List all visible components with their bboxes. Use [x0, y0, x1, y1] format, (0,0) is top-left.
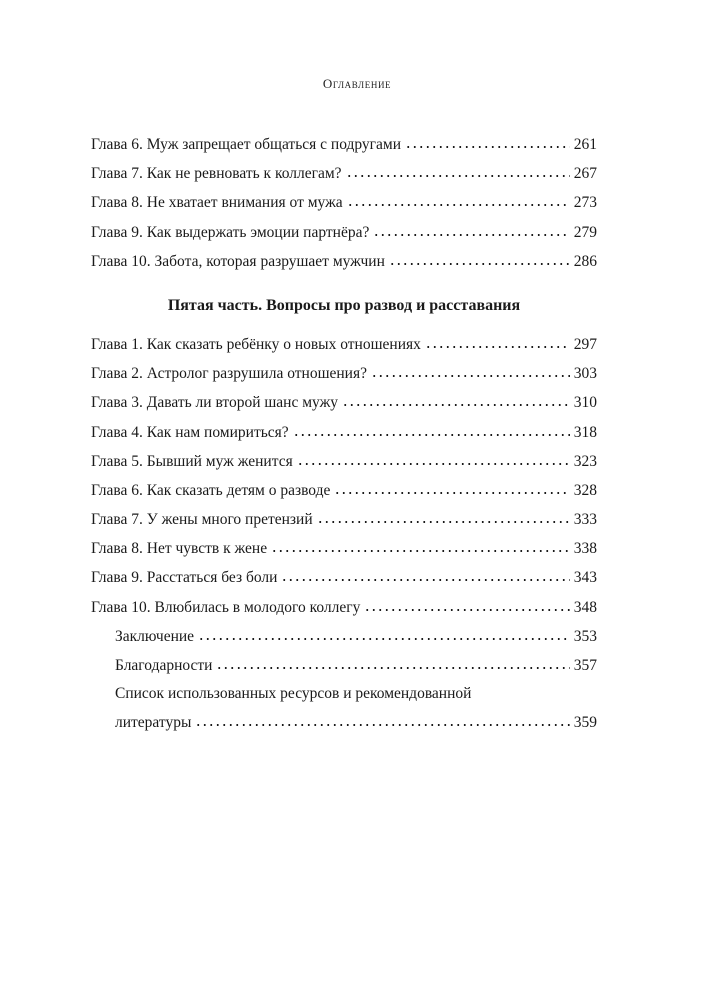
toc-entry-title: Заключение — [115, 627, 195, 645]
toc-entry-conclusion[interactable] — [91, 622, 597, 651]
toc-entry[interactable] — [91, 418, 597, 447]
toc-entry[interactable] — [91, 534, 597, 563]
toc-entry-page: 279 — [573, 223, 597, 241]
toc-entry-page: 348 — [573, 598, 597, 616]
toc-entry[interactable] — [91, 593, 597, 622]
toc-entry-page: 333 — [573, 511, 597, 529]
toc-entry-title: Глава 10. Влюбилась в молодого коллегу — [91, 598, 361, 616]
toc-entry-page: 303 — [573, 365, 597, 383]
toc-entry[interactable] — [91, 188, 597, 217]
toc-entry-title: Глава 8. Нет чувств к жене — [91, 540, 268, 558]
toc-entry-title: Глава 6. Муж запрещает общаться с подругами — [91, 136, 402, 153]
toc-entry[interactable] — [91, 247, 597, 276]
toc-entry-title: Глава 1. Как сказать ребёнку о новых отношениях — [91, 335, 421, 353]
running-title: Оглавление — [322, 76, 392, 91]
dot-leader — [371, 375, 570, 377]
dot-leader — [216, 667, 569, 669]
dot-leader — [373, 234, 569, 236]
toc-entry-title: Глава 7. Как не ревновать к коллегам? — [91, 165, 342, 183]
toc-entry-page: 310 — [573, 394, 597, 412]
toc-entry[interactable] — [91, 218, 597, 247]
toc-entry-title: Глава 8. Не хватает внимания от мужа — [91, 194, 343, 212]
toc-entry[interactable] — [91, 505, 597, 534]
part-heading: Пятая часть. Вопросы про развод и расставания — [167, 296, 521, 314]
toc-entry-title: Благодарности — [115, 657, 213, 674]
toc-entry[interactable] — [91, 130, 597, 159]
toc-entry-title: Глава 3. Давать ли второй шанс мужу — [91, 394, 339, 412]
toc-entry-page: 343 — [573, 569, 597, 587]
toc-group-part5-chapters — [91, 330, 597, 737]
dot-leader — [405, 146, 570, 148]
toc-entry-title: Глава 9. Расстаться без боли — [91, 569, 278, 587]
dot-leader — [347, 204, 570, 206]
toc-entry-page: 286 — [573, 252, 597, 270]
dot-leader — [198, 638, 570, 640]
dot-leader — [389, 263, 570, 265]
toc-entry-page: 261 — [573, 136, 597, 153]
toc-entry[interactable] — [91, 330, 597, 359]
dot-leader — [334, 492, 569, 494]
toc-entry-page: 323 — [573, 452, 597, 470]
toc-entry-references[interactable] — [91, 680, 597, 737]
dot-leader — [317, 521, 570, 523]
toc-entry[interactable] — [91, 388, 597, 417]
toc-entry-acknowledgements[interactable] — [91, 651, 597, 680]
toc-entry-title: Глава 7. У жены много претензий — [91, 511, 313, 529]
toc-entry[interactable] — [91, 476, 597, 505]
dot-leader — [293, 434, 570, 436]
toc-entry[interactable] — [91, 159, 597, 188]
toc-entry-page: 273 — [573, 194, 597, 212]
dot-leader — [271, 550, 570, 552]
toc-entry-title: Глава 6. Как сказать детям о разводе — [91, 481, 331, 499]
toc-entry-title-line2-row — [115, 708, 597, 737]
table-of-contents — [91, 130, 597, 737]
dot-leader — [297, 463, 570, 465]
toc-entry-title: Глава 2. Астролог разрушила отношения? — [91, 365, 367, 383]
toc-entry-page: 338 — [573, 540, 597, 558]
toc-group-part4-chapters — [91, 130, 597, 276]
toc-entry-page: 359 — [573, 714, 597, 732]
toc-entry-page: 318 — [573, 423, 597, 441]
dot-leader — [342, 404, 570, 406]
toc-entry-page: 353 — [573, 627, 597, 645]
toc-entry-title: Глава 5. Бывший муж женится — [91, 452, 293, 470]
toc-entry-title: Глава 4. Как нам помириться? — [91, 423, 289, 441]
toc-entry-page: 297 — [573, 335, 597, 353]
toc-entry-page: 328 — [573, 481, 597, 499]
toc-entry-title: Глава 9. Как выдержать эмоции партнёра? — [91, 223, 370, 241]
dot-leader — [346, 175, 570, 177]
toc-entry-page: 357 — [573, 657, 597, 674]
toc-entry-title-line1: Список использованных ресурсов и рекомендованной — [115, 685, 472, 703]
toc-entry-title: Глава 10. Забота, которая разрушает мужчин — [91, 252, 385, 270]
dot-leader — [425, 346, 570, 348]
dot-leader — [195, 724, 569, 726]
toc-entry[interactable] — [91, 447, 597, 476]
toc-entry[interactable] — [91, 563, 597, 592]
toc-entry-page: 267 — [573, 165, 597, 183]
dot-leader — [364, 609, 569, 611]
toc-entry-title-line2: литературы — [115, 714, 192, 732]
toc-entry[interactable] — [91, 359, 597, 388]
dot-leader — [281, 579, 569, 581]
